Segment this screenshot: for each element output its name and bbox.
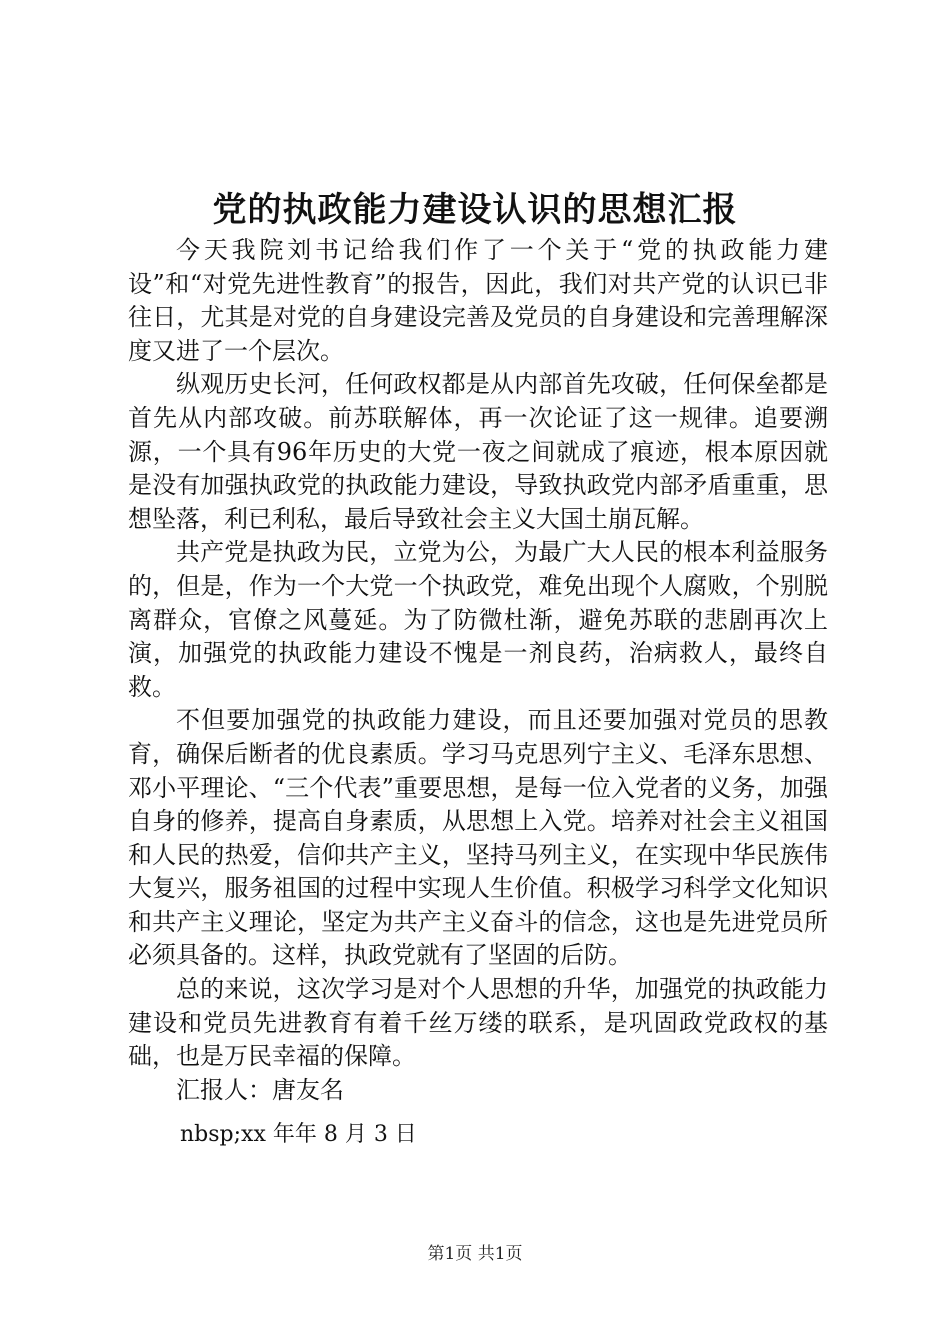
page-footer: 第1页 共1页 (427, 1244, 523, 1264)
paragraph-1: 今天我院刘书记给我们作了一个关于“党的执政能力建设”和“对党先进性教育”的报告，因此，我们对共产党的认识已非往日，尤其是对党的自身建设完善及党员的自身建设和完善理解深度又进了一个层次。 (128, 236, 828, 365)
paragraph-5: 总的来说，这次学习是对个人思想的升华，加强党的执政能力建设和党员先进教育有着千丝万缕的联系，是巩固政党政权的基础，也是万民幸福的保障。 (128, 975, 828, 1071)
report-date: nbsp;xx 年年 8 月 3 日 (180, 1122, 417, 1147)
paragraph-3: 共产党是执政为民，立党为公，为最广大人民的根本利益服务的，但是，作为一个大党一个执政党，难免出现个人腐败，个别脱离群众，官僚之风蔓延。为了防微杜渐，避免苏联的悲剧再次上演，加强党的执政能力建设不愧是一剂良药，治病救人，最终自救。 (128, 538, 828, 701)
document-body (128, 234, 828, 1107)
document-title: 党的执政能力建设认识的思想汇报 (212, 190, 738, 230)
paragraph-4: 不但要加强党的执政能力建设，而且还要加强对党员的思教育，确保后断者的优良素质。学习马克思列宁主义、毛泽东思想、邓小平理论、“三个代表”重要思想，是每一位入党者的义务，加强自身的修养，提高自身素质，从思想上入党。培养对社会主义祖国和人民的热爱，信仰共产主义，坚持马列主义，在实现中华民族伟大复兴，服务祖国的过程中实现人生价值。积极学习科学文化知识和共产主义理论，坚定为共产主义奋斗的信念，这也是先进党员所必须具备的。这样，执政党就有了坚固的后防。 (128, 706, 828, 970)
reporter-line: 汇报人：唐友名 (176, 1075, 344, 1104)
paragraph-2: 纵观历史长河，任何政权都是从内部首先攻破，任何保垒都是首先从内部攻破。前苏联解体，再一次论证了这一规律。追要溯源，一个具有96年历史的大党一夜之间就成了痕迹，根本原因就是没有加强执政党的执政能力建设，导致执政党内部矛盾重重，思想坠落，利已利私，最后导致社会主义大国土崩瓦解。 (128, 370, 828, 533)
